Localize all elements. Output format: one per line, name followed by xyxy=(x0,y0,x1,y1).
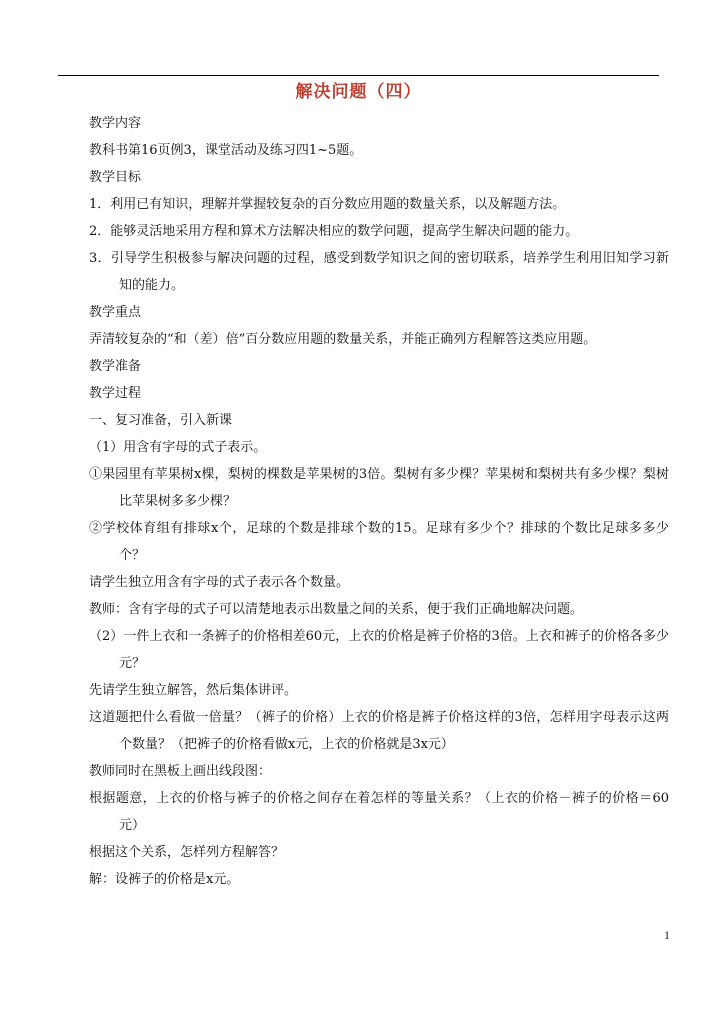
content-text: 教科书第16页例3，课堂活动及练习四1~5题。 xyxy=(89,143,363,158)
question-unit-quantity: 这道题把什么看做一倍量？（裤子的价格）上衣的价格是裤子价格这样的3倍，怎样用字母表示这两个数量？（把裤子的价格看做x元，上衣的价格就是3x元） xyxy=(89,710,669,752)
objective-1: 1．利用已有知识，理解并掌握较复杂的百分数应用题的数量关系，以及解题方法。 xyxy=(89,197,566,212)
question-equality: 根据题意，上衣的价格与裤子的价格之间存在着怎样的等量关系？（上衣的价格－裤子的价格＝60元） xyxy=(89,791,669,833)
solution-line: 解：设裤子的价格是x元。 xyxy=(89,872,240,887)
objective-3: 3．引导学生积极参与解决问题的过程，感受到数学知识之间的密切联系，培养学生利用旧知学习新知的能力。 xyxy=(89,251,669,293)
review-question-2: ②学校体育组有排球x个，足球的个数是排球个数的15。足球有多少个？排球的个数比足球多多少个？ xyxy=(89,521,669,563)
teacher-diagram-note: 教师同时在黑板上画出线段图： xyxy=(89,764,272,779)
question-equation: 根据这个关系，怎样列方程解答？ xyxy=(89,845,285,860)
instruction-solve: 先请学生独立解答，然后集体讲评。 xyxy=(89,683,298,698)
section-heading-focus: 教学重点 xyxy=(89,305,142,320)
instruction-text: 请学生独立用含有字母的式子表示各个数量。 xyxy=(89,575,350,590)
step-heading-review: 一、复习准备，引入新课 xyxy=(89,413,233,428)
objective-2: 2．能够灵活地采用方程和算术方法解决相应的数学问题，提高学生解决问题的能力。 xyxy=(89,224,579,239)
review-question-1: ①果园里有苹果树x棵，梨树的棵数是苹果树的3倍。梨树有多少棵？苹果树和梨树共有多少棵？梨树比苹果树多多少棵？ xyxy=(89,467,669,509)
teacher-remark: 教师：含有字母的式子可以清楚地表示出数量之间的关系，便于我们正确地解决问题。 xyxy=(89,602,584,617)
section-heading-content: 教学内容 xyxy=(89,116,142,131)
document-title: 解决问题（四） xyxy=(295,82,422,102)
document-body xyxy=(89,110,669,893)
review-item-1: （1）用含有字母的式子表示。 xyxy=(89,440,267,455)
section-heading-preparation: 教学准备 xyxy=(89,359,142,374)
page-number: 1 xyxy=(664,928,670,942)
header-rule xyxy=(58,75,659,76)
focus-text: 弄清较复杂的“和（差）倍”百分数应用题的数量关系，并能正确列方程解答这类应用题。 xyxy=(89,332,597,347)
section-heading-objectives: 教学目标 xyxy=(89,170,142,185)
section-heading-process: 教学过程 xyxy=(89,386,142,401)
review-item-2: （2）一件上衣和一条裤子的价格相差60元，上衣的价格是裤子价格的3倍。上衣和裤子的价格各多少元？ xyxy=(89,629,669,671)
